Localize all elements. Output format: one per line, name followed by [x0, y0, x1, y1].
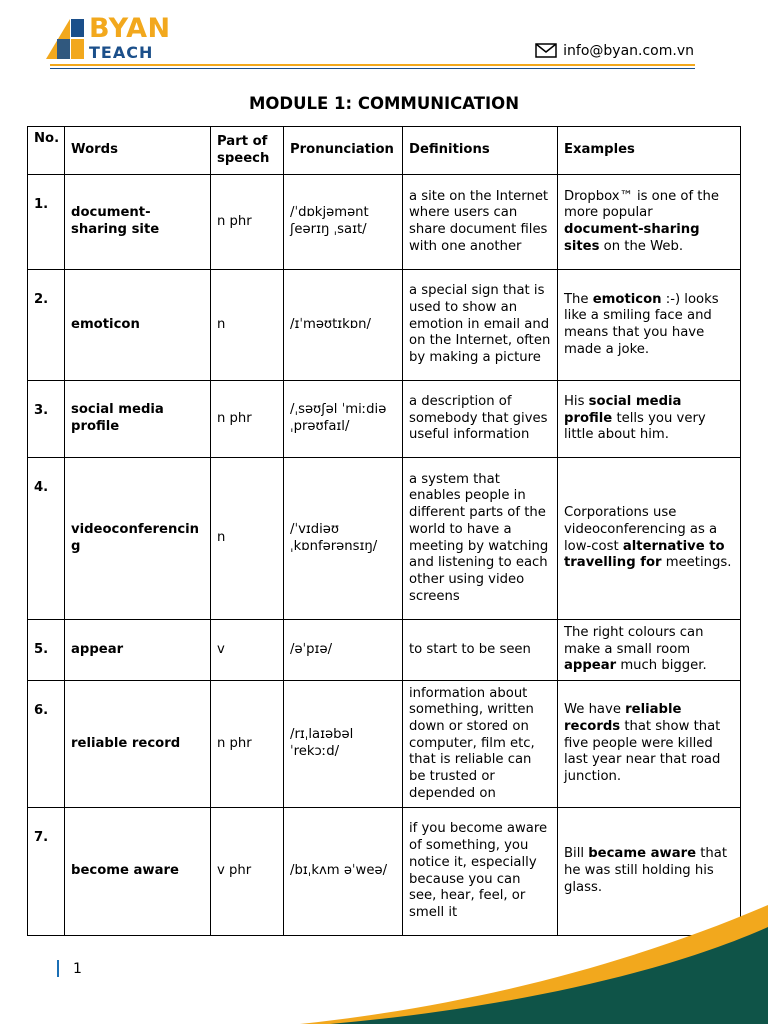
example-text: meetings.: [661, 555, 732, 571]
word-cell: appear: [65, 620, 211, 681]
row-number: 3.: [28, 381, 65, 458]
word-cell: videoconferencing: [65, 458, 211, 620]
example-text: on the Web.: [599, 238, 684, 254]
example-highlight: appear: [564, 658, 617, 674]
definition-cell: information about something, written down or stored on computer, film etc, that is reliable can be trusted or depended on: [403, 681, 558, 808]
part-of-speech-cell: n: [211, 270, 284, 381]
header-divider-orange: [50, 64, 695, 66]
example-highlight: document-sharing sites: [564, 222, 700, 254]
table-row: [28, 270, 741, 381]
example-text: We have: [564, 702, 626, 718]
row-number: 5.: [28, 620, 65, 681]
table-row: [28, 681, 741, 808]
logo-byan-text: BYAN: [89, 13, 171, 44]
table-row: [28, 381, 741, 458]
table-row: [28, 620, 741, 681]
row-number: 7.: [28, 808, 65, 936]
pronunciation-cell: /ˌsəʊʃəl ˈmiːdiə ˌprəʊfaɪl/: [284, 381, 403, 458]
column-header-pronunciation: Pronunciation: [284, 127, 403, 175]
word-cell: emoticon: [65, 270, 211, 381]
pronunciation-cell: /ˈvɪdiəʊ ˌkɒnfərənsɪŋ/: [284, 458, 403, 620]
pronunciation-cell: /əˈpɪə/: [284, 620, 403, 681]
example-text: Bill: [564, 846, 589, 862]
logo-mark-icon: [44, 17, 90, 61]
example-text: that show that five people were killed last year near that road junction.: [564, 718, 721, 785]
pronunciation-cell: /ɪˈməʊtɪkɒn/: [284, 270, 403, 381]
example-cell: [558, 381, 741, 458]
example-text: that he was still holding his glass.: [564, 846, 728, 895]
example-highlight: social media profile: [564, 393, 682, 426]
word-cell: become aware: [65, 808, 211, 936]
row-number: 6.: [28, 681, 65, 808]
definition-cell: a site on the Internet where users can share document files with one another: [403, 175, 558, 270]
page-number: 1: [73, 961, 82, 977]
pronunciation-cell: /bɪˌkʌm əˈweə/: [284, 808, 403, 936]
example-highlight: emoticon: [592, 291, 662, 307]
example-cell: [558, 270, 741, 381]
column-header-words: Words: [65, 127, 211, 175]
definition-cell: a description of somebody that gives useful information: [403, 381, 558, 458]
row-number: 2.: [28, 270, 65, 381]
example-highlight: alternative to travelling for: [564, 538, 725, 571]
example-text: tells you very little about him.: [564, 410, 706, 443]
definition-cell: a special sign that is used to show an emotion in email and on the Internet, often by making a picture: [403, 270, 558, 381]
example-text: The right colours can make a small room: [564, 624, 704, 657]
row-number: 1.: [28, 175, 65, 270]
pronunciation-cell: /ˈdɒkjəmənt ʃeərɪŋ ˌsaɪt/: [284, 175, 403, 270]
column-header-part-of-speech: Part of speech: [211, 127, 284, 175]
example-cell: [558, 458, 741, 620]
example-highlight: became aware: [588, 846, 697, 862]
contact-email[interactable]: info@byan.com.vn: [563, 43, 694, 59]
example-text: Corporations use videoconferencing as a low-cost: [564, 505, 718, 554]
vocabulary-table: [27, 126, 741, 936]
definition-cell: if you become aware of something, you notice it, especially because you can see, hear, feel, or smell it: [403, 808, 558, 936]
part-of-speech-cell: n phr: [211, 175, 284, 270]
example-text: much bigger.: [616, 658, 707, 674]
part-of-speech-cell: n phr: [211, 381, 284, 458]
table-body: [28, 175, 741, 936]
example-text: :-) looks like a smiling face and means that you have made a joke.: [564, 291, 719, 357]
example-cell: [558, 175, 741, 270]
table-row: [28, 175, 741, 270]
definition-cell: a system that enables people in different parts of the world to have a meeting by watching and listening to each other using video screens: [403, 458, 558, 620]
footer-wave-decoration: [0, 905, 768, 1024]
table-row: [28, 458, 741, 620]
column-header-no: No.: [28, 127, 65, 175]
part-of-speech-cell: n: [211, 458, 284, 620]
word-cell: document-sharing site: [65, 175, 211, 270]
word-cell: social media profile: [65, 381, 211, 458]
logo-teach-text: TEACH: [89, 43, 154, 62]
part-of-speech-cell: v: [211, 620, 284, 681]
mail-icon: [535, 43, 557, 58]
table-header-row: [28, 127, 741, 175]
row-number: 4.: [28, 458, 65, 620]
column-header-examples: Examples: [558, 127, 741, 175]
example-cell: [558, 681, 741, 808]
example-highlight: reliable records: [564, 702, 682, 734]
pronunciation-cell: /rɪˌlaɪəbəl ˈrekɔːd/: [284, 681, 403, 808]
definition-cell: to start to be seen: [403, 620, 558, 681]
header-divider-blue: [50, 68, 695, 69]
part-of-speech-cell: v phr: [211, 808, 284, 936]
column-header-definitions: Definitions: [403, 127, 558, 175]
part-of-speech-cell: n phr: [211, 681, 284, 808]
example-cell: [558, 620, 741, 681]
example-text: Dropbox™ is one of the more popular: [564, 188, 719, 221]
example-text: His: [564, 393, 589, 409]
page-title: MODULE 1: COMMUNICATION: [248, 94, 520, 113]
example-text: The: [564, 291, 593, 307]
word-cell: reliable record: [65, 681, 211, 808]
byan-teach-logo: [44, 13, 174, 63]
